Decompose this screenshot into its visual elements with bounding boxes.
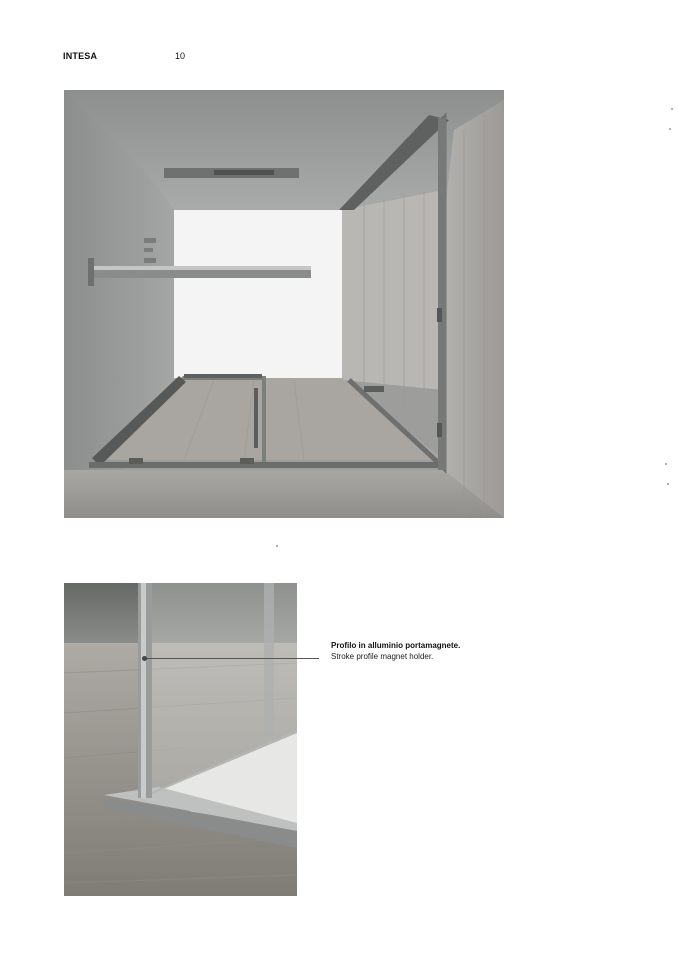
scan-speck xyxy=(276,545,278,547)
caption-leader-line xyxy=(146,658,319,659)
scan-speck xyxy=(665,463,667,465)
profile-detail-photo xyxy=(64,583,297,896)
scan-speck xyxy=(669,128,671,130)
detail-caption xyxy=(331,640,460,662)
page-number: 10 xyxy=(175,51,186,61)
caption-title-english: Stroke profile magnet holder. xyxy=(331,652,434,661)
shower-enclosure-photo xyxy=(64,90,504,518)
scan-speck xyxy=(667,483,669,485)
caption-title-italian: Profilo in alluminio portamagnete. xyxy=(331,641,461,650)
brand-name: INTESA xyxy=(63,51,98,61)
scan-speck xyxy=(671,108,673,110)
caption-leader-dot xyxy=(142,656,147,661)
